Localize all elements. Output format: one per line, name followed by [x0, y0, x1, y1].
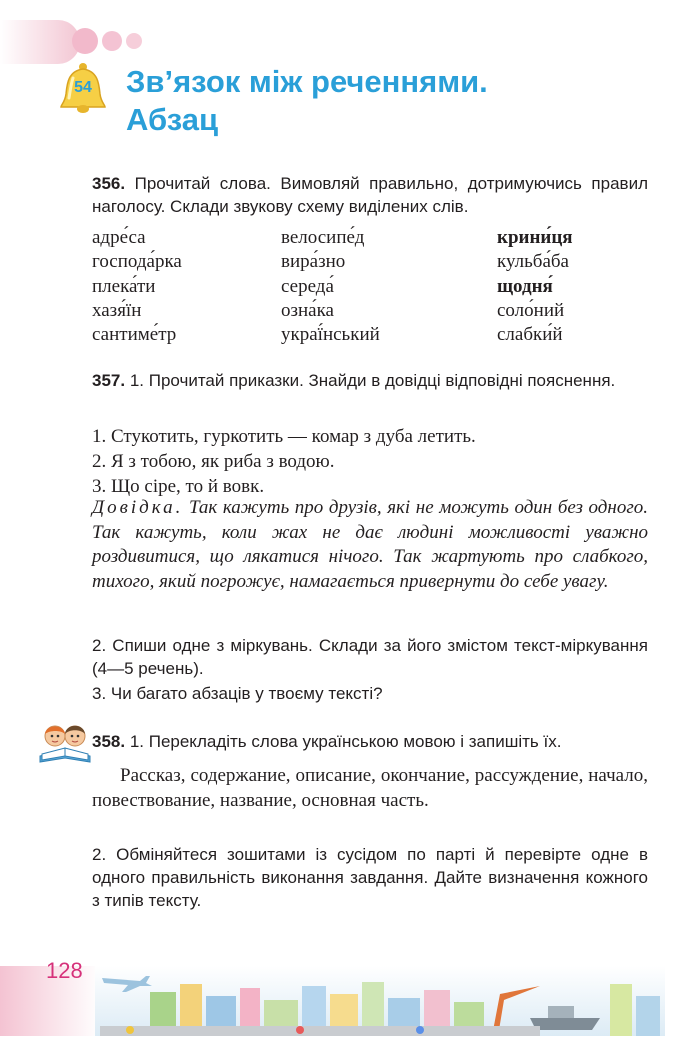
word-item: слабки́й: [497, 324, 563, 346]
exercise-358-number: 358.: [92, 732, 126, 751]
header-decoration-dot: [72, 28, 98, 54]
exercise-357-number: 357.: [92, 371, 126, 390]
exercise-357-task-1: [92, 369, 648, 392]
hint-block: [92, 496, 648, 594]
header-decoration-dot: [102, 31, 122, 51]
word-column-3: [497, 226, 573, 347]
footer-city-illustration: [0, 926, 700, 1036]
word-item: велосипе́д: [281, 227, 365, 248]
lesson-bell-icon: [58, 62, 108, 114]
word-item: кульба́ба: [497, 251, 569, 273]
page-title-line1: Зв’язок між реченнями.: [126, 64, 488, 99]
word-item: озна́ка: [281, 299, 334, 321]
proverb-item: 3. Що сіре, то й вовк.: [92, 476, 265, 497]
word-item: украї́нський: [281, 324, 380, 346]
exercise-356-text: Прочитай слова. Вимовляй правильно, дотримуючись правил наголосу. Склади звукову схему виділених слів.: [92, 174, 648, 216]
proverbs-list: [92, 424, 476, 499]
word-item: вира́зно: [281, 251, 346, 273]
exercise-356-number: 356.: [92, 174, 126, 193]
exercise-357-task-1-text: 1. Прочитай приказки. Знайди в довідці відповідні пояснення.: [129, 371, 616, 390]
exercise-358-task-2: 2. Обміняйтеся зошитами із сусідом по парті й перевірте одне в одного правильність виконання завдання. Дайте визначення кожного з типів тексту.: [92, 845, 648, 910]
word-column-1: [92, 226, 182, 347]
page-title: [126, 63, 488, 139]
proverb-item: 2. Я з тобою, як риба з водою.: [92, 451, 335, 472]
word-item: середа́: [281, 275, 334, 297]
highlighted-word-item: крини́ця: [497, 227, 573, 248]
lesson-number: 54: [74, 79, 92, 96]
exercise-357-task-3: 3. Чи багато абзаців у твоєму тексті?: [92, 684, 383, 703]
word-column-2: [281, 226, 380, 347]
word-item: господа́рка: [92, 251, 182, 273]
highlighted-word-item: щодня́: [497, 275, 553, 297]
hint-text: Так кажуть про друзів, які не можуть один без одного. Так кажуть, коли жах не дає людині можливості уважно роздивитися, що лякатися нічого. Так жартують про слабкого, тихого, який погрожує, намагається привернути до себе увагу.: [92, 497, 649, 592]
russian-words-list: Рассказ, содержание, описание, окончание, рассуждение, начало, повествование, название, основная часть.: [92, 765, 648, 811]
exercise-358-task-1-text: 1. Перекладіть слова українською мовою і запишіть їх.: [129, 732, 562, 751]
hint-label: Довідка.: [92, 497, 184, 518]
word-item: соло́ний: [497, 299, 565, 321]
page-number: 128: [46, 958, 83, 983]
word-item: хазя́їн: [92, 299, 142, 321]
exercise-358-task-1: [92, 730, 648, 753]
word-item: плека́ти: [92, 275, 156, 297]
exercise-356-task: [92, 172, 648, 218]
proverb-item: 1. Стукотить, гуркотить — комар з дуба летить.: [92, 426, 476, 447]
exercise-357-task-2: 2. Спиши одне з міркувань. Склади за його змістом текст-міркування (4—5 речень).: [92, 636, 648, 678]
kids-reading-icon: [36, 718, 94, 766]
word-item: сантиме́тр: [92, 324, 177, 346]
page-title-line2: Абзац: [126, 102, 219, 137]
header-decoration-dot: [126, 33, 142, 49]
header-decoration-bar: [0, 20, 80, 64]
word-item: адре́са: [92, 227, 146, 248]
